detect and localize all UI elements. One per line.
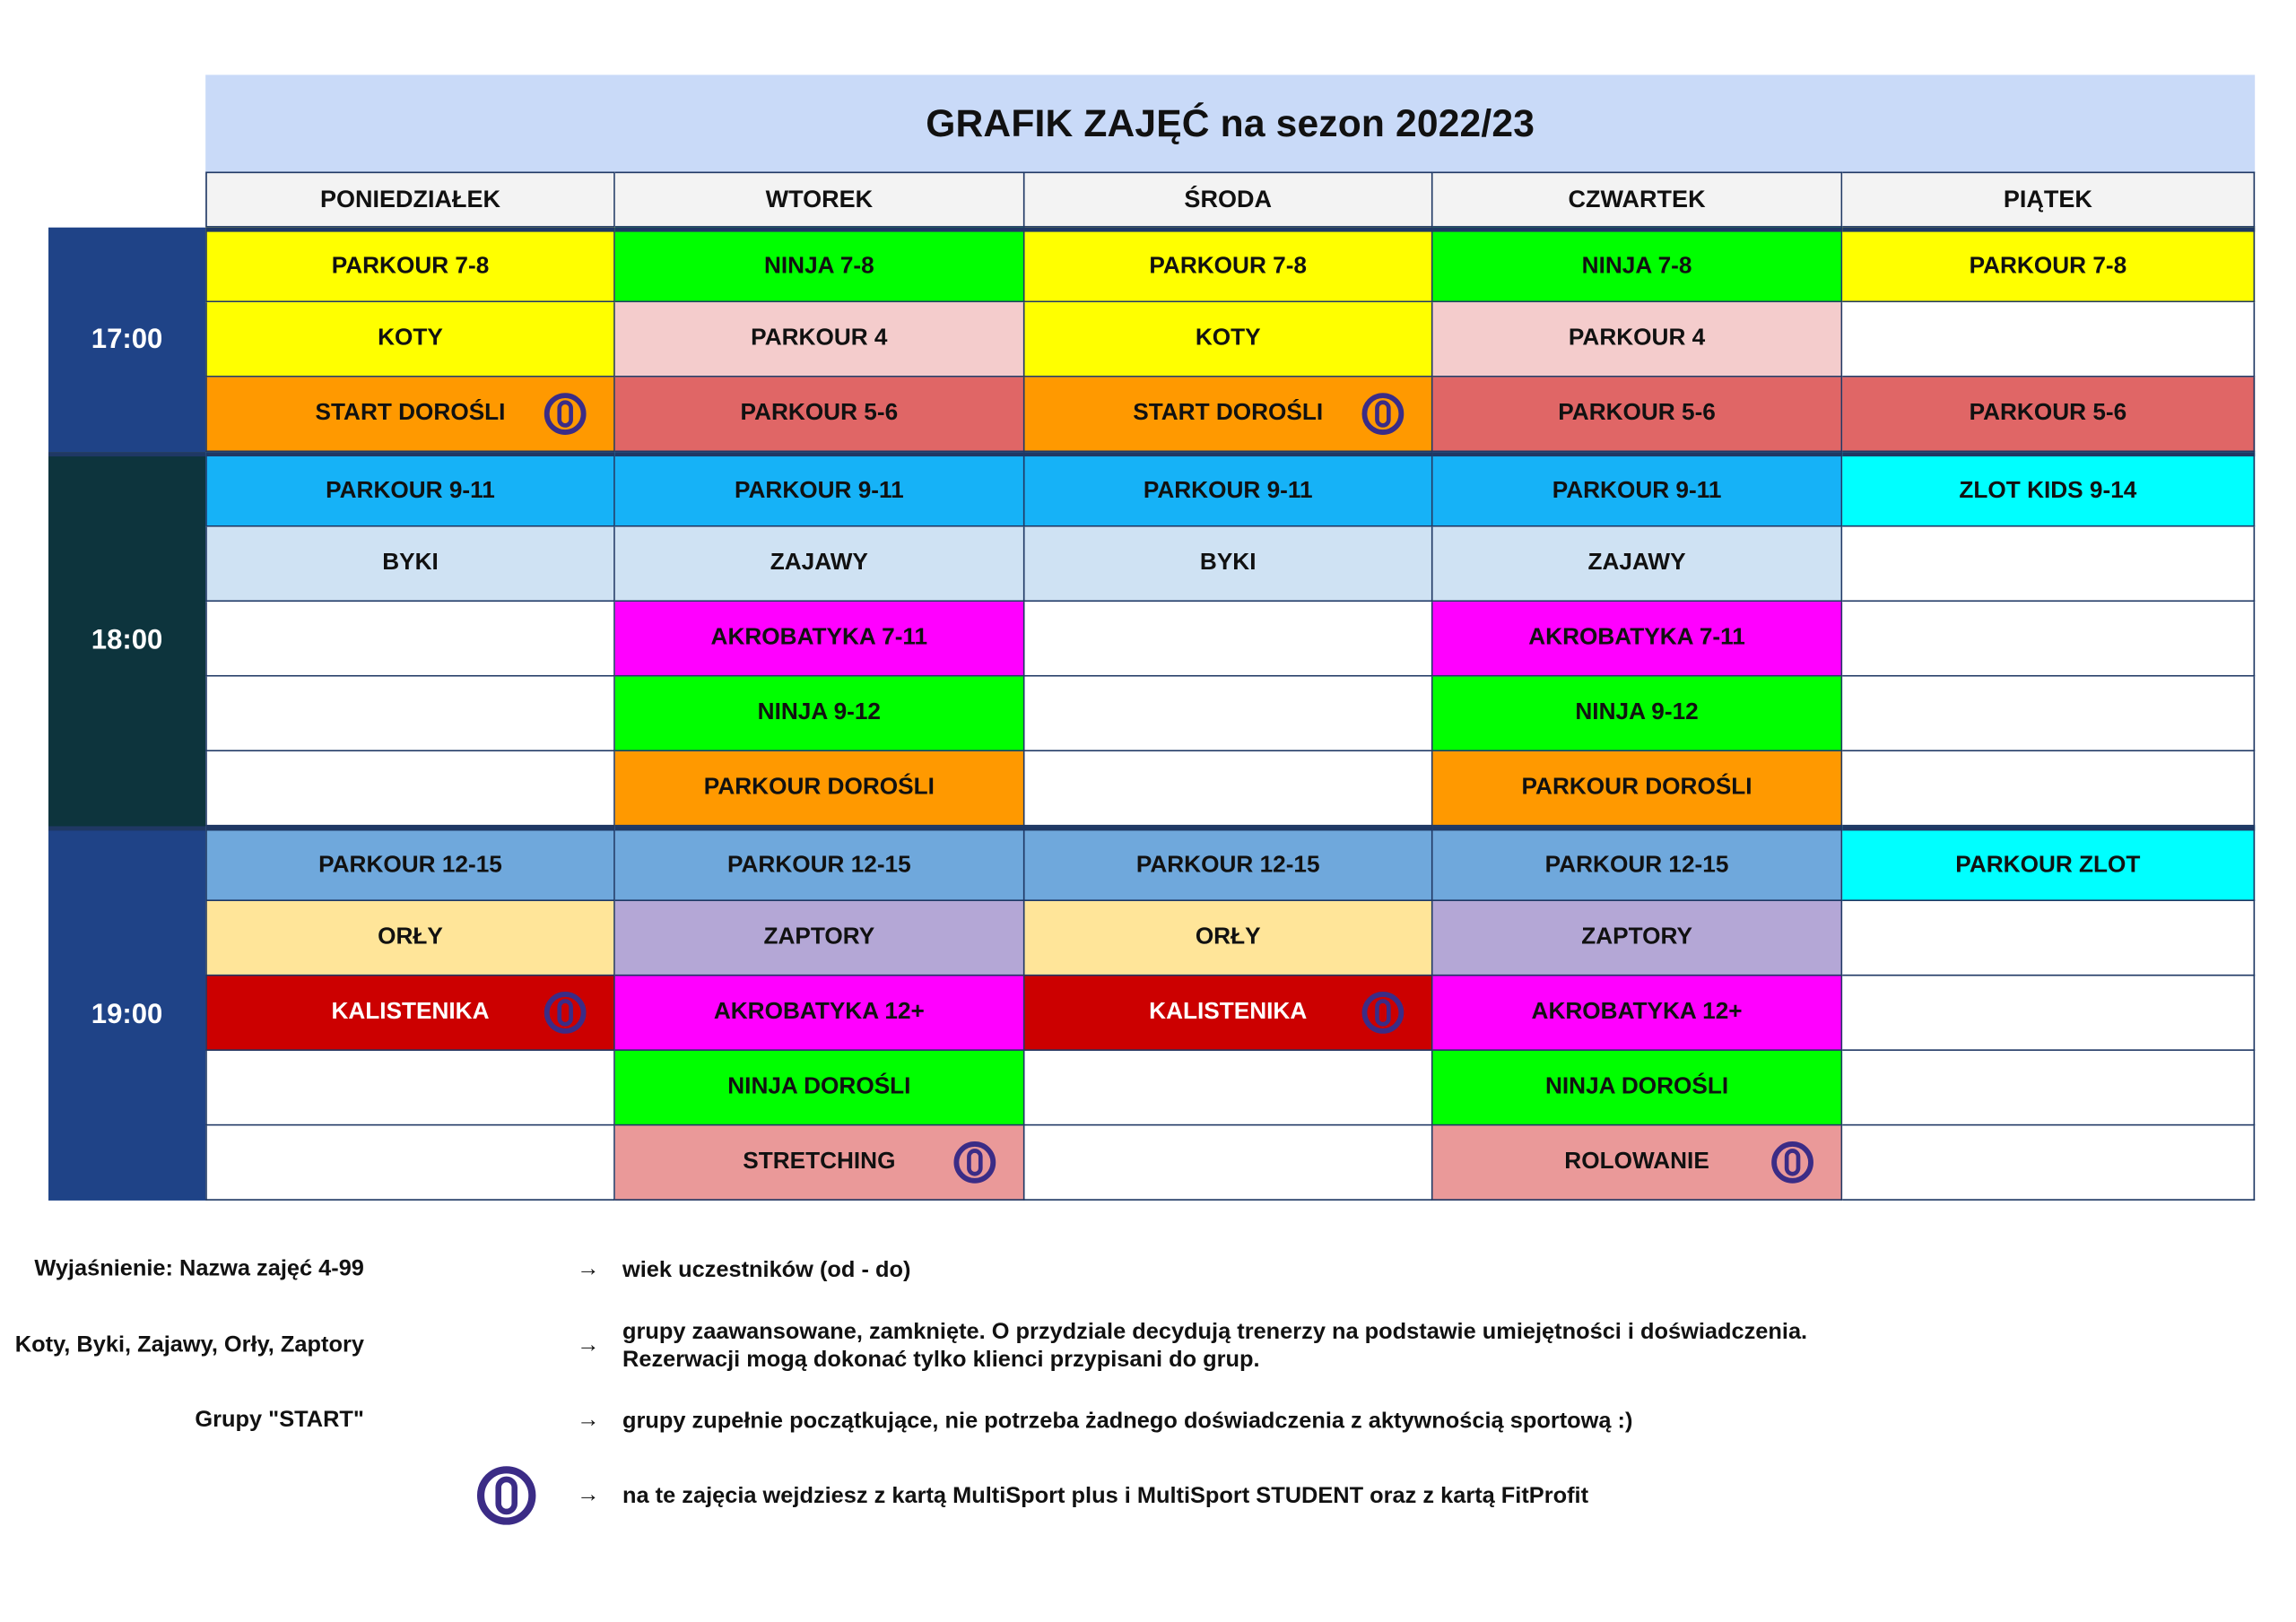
class-label: PARKOUR 12-15 xyxy=(726,852,911,878)
time-slot-1900: 19:00 xyxy=(48,827,205,1201)
empty-cell xyxy=(1842,302,2255,377)
class-label: PARKOUR 4 xyxy=(751,325,888,351)
empty-cell xyxy=(1842,602,2255,676)
empty-cell xyxy=(205,1051,615,1125)
class-cell[interactable] xyxy=(1842,228,2255,302)
page-title: GRAFIK ZAJĘĆ na sezon 2022/23 xyxy=(926,100,1535,145)
class-cell[interactable] xyxy=(205,976,615,1050)
class-label: PARKOUR 9-11 xyxy=(326,477,495,503)
empty-cell xyxy=(1025,677,1433,751)
class-label: AKROBATYKA 12+ xyxy=(1531,999,1743,1025)
multisport-icon xyxy=(1361,392,1405,436)
class-cell[interactable] xyxy=(1025,452,1433,526)
class-cell[interactable] xyxy=(1433,302,1843,377)
day-header-wed: ŚRODA xyxy=(1025,172,1433,228)
empty-cell xyxy=(1842,901,2255,976)
class-cell[interactable] xyxy=(1025,976,1433,1050)
empty-cell xyxy=(1025,1051,1433,1125)
class-cell[interactable] xyxy=(1842,377,2255,452)
title-bar xyxy=(205,74,2255,171)
class-label: BYKI xyxy=(382,550,439,576)
class-label: ROLOWANIE xyxy=(1564,1149,1709,1175)
class-label: PARKOUR 5-6 xyxy=(1969,400,2127,426)
class-label: PARKOUR 9-11 xyxy=(734,477,904,503)
legend-desc: wiek uczestników (od - do) xyxy=(622,1257,911,1283)
time-slot-1800: 18:00 xyxy=(48,452,205,826)
multisport-icon xyxy=(1770,1141,1814,1184)
class-cell[interactable] xyxy=(1433,1125,1843,1200)
class-label: PARKOUR 12-15 xyxy=(1544,852,1729,878)
empty-cell xyxy=(1842,677,2255,751)
class-cell[interactable] xyxy=(1025,827,1433,901)
class-cell[interactable] xyxy=(615,228,1025,302)
class-cell[interactable] xyxy=(1433,751,1843,826)
arrow-icon: → xyxy=(577,1482,600,1508)
class-cell[interactable] xyxy=(615,602,1025,676)
legend-desc-line2: Rezerwacji mogą dokonać tylko klienci przypisani do grup. xyxy=(622,1347,1260,1373)
class-label: NINJA DOROŚLI xyxy=(727,1074,911,1099)
class-cell[interactable] xyxy=(205,827,615,901)
class-label: NINJA 7-8 xyxy=(1581,253,1692,279)
class-cell[interactable] xyxy=(615,527,1025,602)
class-label: STRETCHING xyxy=(743,1149,896,1175)
class-cell[interactable] xyxy=(1842,452,2255,526)
empty-cell xyxy=(205,751,615,826)
class-cell[interactable] xyxy=(615,452,1025,526)
class-cell[interactable] xyxy=(1433,452,1843,526)
class-cell[interactable] xyxy=(1433,602,1843,676)
class-label: AKROBATYKA 7-11 xyxy=(710,625,928,651)
class-cell[interactable] xyxy=(1433,976,1843,1050)
class-label: START DOROŚLI xyxy=(315,400,506,426)
class-cell[interactable] xyxy=(205,228,615,302)
class-label: AKROBATYKA 12+ xyxy=(713,999,925,1025)
class-cell[interactable] xyxy=(205,452,615,526)
class-cell[interactable] xyxy=(615,1125,1025,1200)
day-header-tue: WTOREK xyxy=(615,172,1025,228)
class-label: NINJA 7-8 xyxy=(763,253,874,279)
empty-cell xyxy=(1025,1125,1433,1200)
multisport-icon xyxy=(544,392,587,436)
class-label: PARKOUR 5-6 xyxy=(1558,400,1716,426)
empty-cell xyxy=(1842,976,2255,1050)
class-cell[interactable] xyxy=(615,751,1025,826)
legend-desc: na te zajęcia wejdziesz z kartą MultiSport plus i MultiSport STUDENT oraz z kartą FitProfit xyxy=(622,1483,1589,1509)
day-header-fri: PIĄTEK xyxy=(1842,172,2255,228)
class-label: PARKOUR 5-6 xyxy=(740,400,899,426)
arrow-icon: → xyxy=(577,1332,600,1358)
empty-cell xyxy=(1842,751,2255,826)
class-label: ORŁY xyxy=(1195,924,1261,950)
class-label: PARKOUR 9-11 xyxy=(1552,477,1722,503)
day-header-thu: CZWARTEK xyxy=(1433,172,1843,228)
class-label: ZAJAWY xyxy=(1587,550,1686,576)
multisport-icon xyxy=(952,1141,996,1184)
empty-cell xyxy=(1025,602,1433,676)
legend-term: Koty, Byki, Zajawy, Orły, Zaptory xyxy=(14,1332,364,1358)
class-cell[interactable] xyxy=(1025,377,1433,452)
class-cell[interactable] xyxy=(615,827,1025,901)
empty-cell xyxy=(1025,751,1433,826)
time-column xyxy=(48,228,205,1203)
class-label: ZAPTORY xyxy=(1581,924,1692,950)
class-cell[interactable] xyxy=(1433,228,1843,302)
empty-cell xyxy=(205,677,615,751)
class-label: KALISTENIKA xyxy=(1149,999,1308,1025)
class-label: ORŁY xyxy=(378,924,443,950)
class-label: PARKOUR DOROŚLI xyxy=(1521,775,1752,801)
class-label: PARKOUR DOROŚLI xyxy=(703,775,935,801)
class-label: NINJA 9-12 xyxy=(757,699,881,725)
class-label: PARKOUR 12-15 xyxy=(1135,852,1320,878)
time-slot-1700: 17:00 xyxy=(48,228,205,452)
legend-desc-line1: grupy zaawansowane, zamknięte. O przydziale decydują trenerzy na podstawie umiejętności i doświadczenia. xyxy=(622,1319,1808,1345)
class-label: PARKOUR 4 xyxy=(1568,325,1706,351)
legend-term: Wyjaśnienie: Nazwa zajęć 4-99 xyxy=(34,1256,364,1281)
class-label: PARKOUR 12-15 xyxy=(318,852,502,878)
day-header-mon: PONIEDZIAŁEK xyxy=(205,172,615,228)
class-cell[interactable] xyxy=(1025,901,1433,976)
class-label: PARKOUR 7-8 xyxy=(1149,253,1308,279)
class-cell[interactable] xyxy=(205,901,615,976)
class-cell[interactable] xyxy=(1842,827,2255,901)
multisport-icon xyxy=(475,1465,537,1527)
class-label: KOTY xyxy=(378,325,443,351)
class-cell[interactable] xyxy=(1025,527,1433,602)
multisport-icon xyxy=(544,991,587,1035)
class-label: PARKOUR ZLOT xyxy=(1955,852,2141,878)
class-cell[interactable] xyxy=(205,527,615,602)
class-cell[interactable] xyxy=(615,377,1025,452)
class-cell[interactable] xyxy=(615,302,1025,377)
class-cell[interactable] xyxy=(615,976,1025,1050)
class-label: ZAPTORY xyxy=(763,924,875,950)
class-cell[interactable] xyxy=(1025,302,1433,377)
empty-cell xyxy=(205,602,615,676)
legend-desc: grupy zupełnie początkujące, nie potrzeba żadnego doświadczenia z aktywnością sportową :) xyxy=(622,1409,1633,1435)
class-label: PARKOUR 9-11 xyxy=(1143,477,1313,503)
empty-cell xyxy=(1842,527,2255,602)
empty-cell xyxy=(1842,1051,2255,1125)
class-cell[interactable] xyxy=(205,302,615,377)
class-cell[interactable] xyxy=(1433,827,1843,901)
class-label: NINJA DOROŚLI xyxy=(1544,1074,1729,1099)
class-cell[interactable] xyxy=(615,1051,1025,1125)
empty-cell xyxy=(205,1125,615,1200)
class-cell[interactable] xyxy=(205,377,615,452)
arrow-icon: → xyxy=(577,1256,600,1281)
class-cell[interactable] xyxy=(615,901,1025,976)
class-label: BYKI xyxy=(1199,550,1257,576)
class-cell[interactable] xyxy=(1433,677,1843,751)
arrow-icon: → xyxy=(577,1407,600,1433)
class-label: KOTY xyxy=(1195,325,1261,351)
multisport-icon xyxy=(1361,991,1405,1035)
class-cell[interactable] xyxy=(1025,228,1433,302)
class-cell[interactable] xyxy=(1433,377,1843,452)
class-label: PARKOUR 7-8 xyxy=(331,253,490,279)
class-cell[interactable] xyxy=(1433,1051,1843,1125)
class-label: PARKOUR 7-8 xyxy=(1969,253,2127,279)
legend-term: Grupy "START" xyxy=(195,1407,364,1433)
class-label: KALISTENIKA xyxy=(331,999,490,1025)
class-label: ZAJAWY xyxy=(770,550,868,576)
empty-cell xyxy=(1842,1125,2255,1200)
class-cell[interactable] xyxy=(615,677,1025,751)
class-cell[interactable] xyxy=(1433,901,1843,976)
class-label: NINJA 9-12 xyxy=(1575,699,1699,725)
class-label: AKROBATYKA 7-11 xyxy=(1528,625,1745,651)
class-cell[interactable] xyxy=(1433,527,1843,602)
schedule-grid xyxy=(205,172,2255,1204)
class-label: ZLOT KIDS 9-14 xyxy=(1959,477,2137,503)
class-label: START DOROŚLI xyxy=(1133,400,1324,426)
